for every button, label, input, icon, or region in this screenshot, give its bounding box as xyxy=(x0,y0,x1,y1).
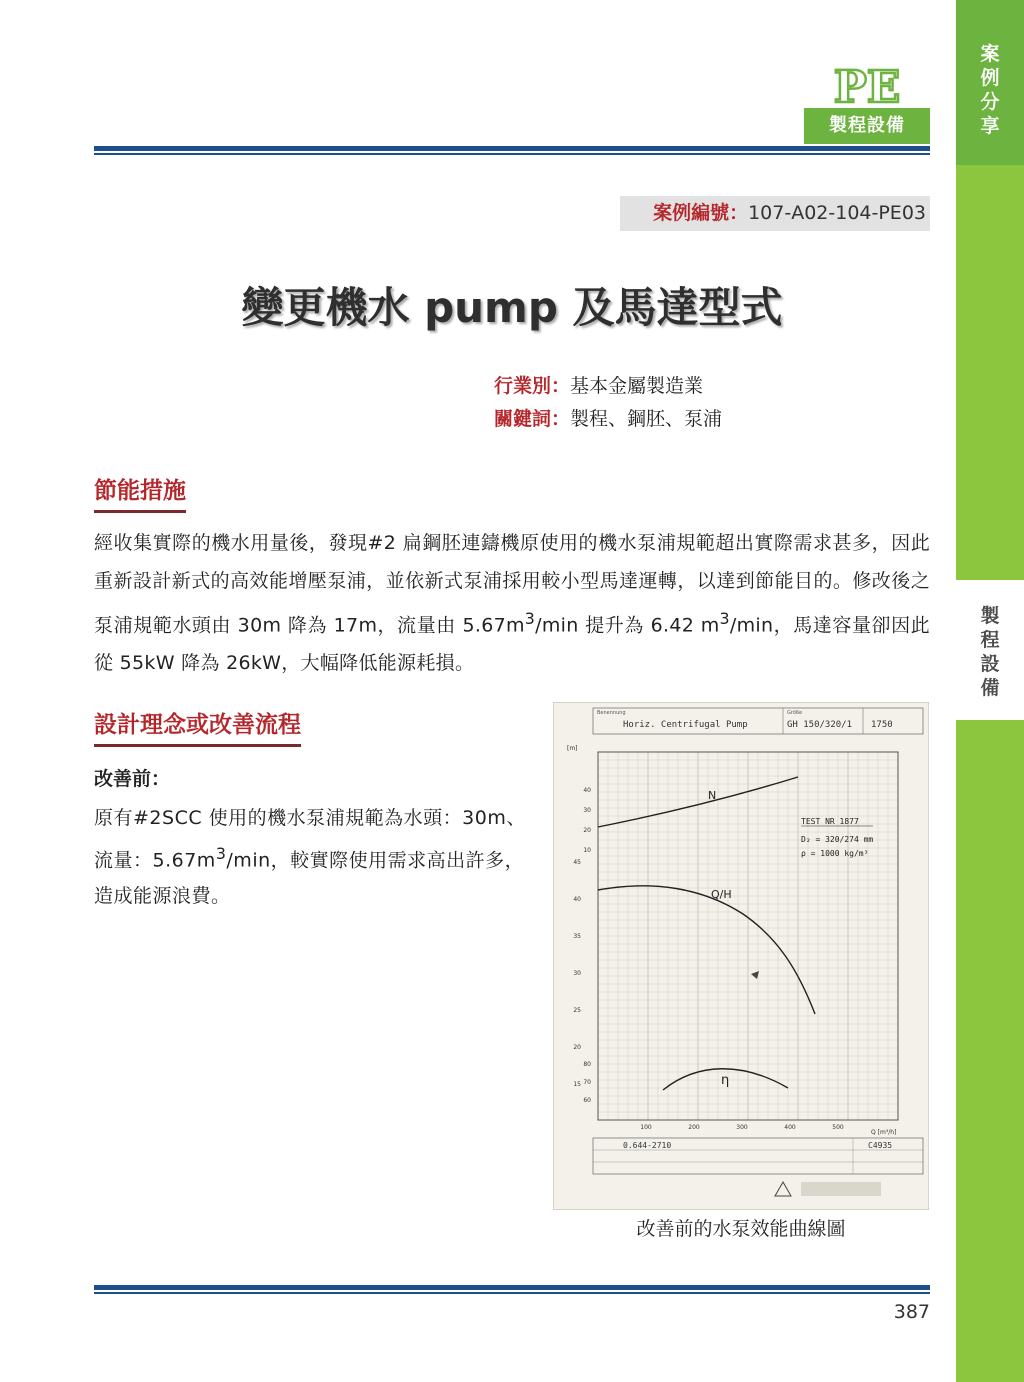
before-improvement-text: 原有#2SCC 使用的機水泵浦規範為水頭：30m、流量：$5.67m^3/\min$，較實際使用需求高出許多，造成能源浪費。 xyxy=(94,807,526,908)
y-tick-label: 25 xyxy=(573,1007,581,1014)
side-tab-top-char: 案 xyxy=(980,43,1000,65)
side-tab-process-equipment[interactable] xyxy=(956,580,1024,720)
pe-logo-text: PE xyxy=(833,66,901,106)
industry-label: 行業別： xyxy=(494,375,571,397)
x-axis-unit: Q [m³/h] xyxy=(871,1129,897,1136)
figure-ref-number: C4935 xyxy=(868,1141,893,1150)
y-axis-unit: [m] xyxy=(567,745,578,752)
y-tick-label: 20 xyxy=(573,1044,581,1051)
eta-tick-label: 70 xyxy=(583,1079,591,1086)
eta-tick-label: 80 xyxy=(583,1061,591,1068)
x-tick-label: 500 xyxy=(832,1124,844,1131)
x-tick-label: 200 xyxy=(688,1124,700,1131)
curve-label-n: N xyxy=(708,789,717,802)
kw-tick-label: 10 xyxy=(583,847,591,854)
side-tab-middle-char: 程 xyxy=(980,629,1000,651)
curve-label-eta: η xyxy=(721,1073,730,1088)
y-tick-label: 30 xyxy=(573,970,581,977)
y-tick-label: 40 xyxy=(573,896,581,903)
figure-speed: 1750 xyxy=(871,720,893,730)
curve-label-qh: Q/H xyxy=(711,888,732,901)
side-tab-top-char: 例 xyxy=(980,67,1000,89)
footer-rule xyxy=(94,1285,930,1294)
case-number-label: 案例編號： xyxy=(653,202,749,224)
figure-doc-number: 0.644-2710 xyxy=(623,1141,672,1150)
x-tick-label: 300 xyxy=(736,1124,748,1131)
keywords-value: 製程、鋼胚、泵浦 xyxy=(570,408,723,430)
side-tab-top-char: 享 xyxy=(980,115,1000,137)
x-tick-label: 100 xyxy=(640,1124,652,1131)
header-rule xyxy=(94,146,930,155)
figure-header-size-label: Größe xyxy=(787,710,803,716)
energy-measures-text: 經收集實際的機水用量後，發現#2 扁鋼胚連鑄機原使用的機水泵浦規範超出實際需求甚多，因此重新設計新式的高效能增壓泵浦，並依新式泵浦採用較小型馬達運轉，以達到節能目的。修改後之泵浦規範水頭由 30m 降為 17m，流量由 $5.67m^3/\min$ 提升為 6.42 $m^3/\min$，馬達容量卻因此從 55kW 降為 26kW，大幅降低能源耗損。 xyxy=(94,532,930,675)
side-tab-case-sharing[interactable] xyxy=(956,0,1024,165)
keywords-line xyxy=(494,405,722,433)
section-badge: 製程設備 xyxy=(804,108,930,144)
figure-caption: 改善前的水泵效能曲線圖 xyxy=(636,1218,846,1240)
kw-tick-label: 40 xyxy=(583,787,591,794)
page-title: 變更機水 pump 及馬達型式 xyxy=(241,283,783,332)
before-improvement-title: 改善前： xyxy=(94,768,171,790)
test-label-3: ρ = 1000 kg/m³ xyxy=(801,849,869,858)
figure-header-label: Benennung xyxy=(597,710,626,716)
page-number: 387 xyxy=(893,1301,930,1323)
side-tab-top-char: 分 xyxy=(980,91,1000,113)
test-label-1: TEST NR 1877 xyxy=(801,817,859,826)
kw-tick-label: 20 xyxy=(583,827,591,834)
keywords-label: 關鍵詞： xyxy=(494,408,571,430)
y-tick-label: 15 xyxy=(573,1081,581,1088)
eta-tick-labels xyxy=(583,1061,591,1104)
side-tab-middle-char: 設 xyxy=(980,653,1000,675)
side-tab-middle-char: 備 xyxy=(980,677,1000,699)
energy-measures-heading: 節能措施 xyxy=(94,472,186,513)
case-number-value: 107-A02-104-PE03 xyxy=(748,202,926,224)
y-tick-label: 45 xyxy=(573,859,581,866)
pe-logo xyxy=(804,66,930,106)
eta-tick-label: 60 xyxy=(583,1097,591,1104)
pump-curve-figure xyxy=(553,702,929,1210)
case-number-box xyxy=(620,196,930,231)
manufacturer-stamp xyxy=(801,1182,881,1196)
industry-value: 基本金屬製造業 xyxy=(570,375,704,397)
industry-line xyxy=(494,372,703,400)
test-label-2: D₂ = 320/274 mm xyxy=(801,835,874,844)
side-tab-middle-char: 製 xyxy=(980,605,1000,627)
x-tick-label: 400 xyxy=(784,1124,796,1131)
figure-model: GH 150/320/1 xyxy=(787,720,853,730)
kw-tick-label: 30 xyxy=(583,807,591,814)
figure-header-title: Horiz. Centrifugal Pump xyxy=(623,720,748,730)
design-concept-heading: 設計理念或改善流程 xyxy=(94,706,301,747)
y-tick-label: 35 xyxy=(573,933,581,940)
